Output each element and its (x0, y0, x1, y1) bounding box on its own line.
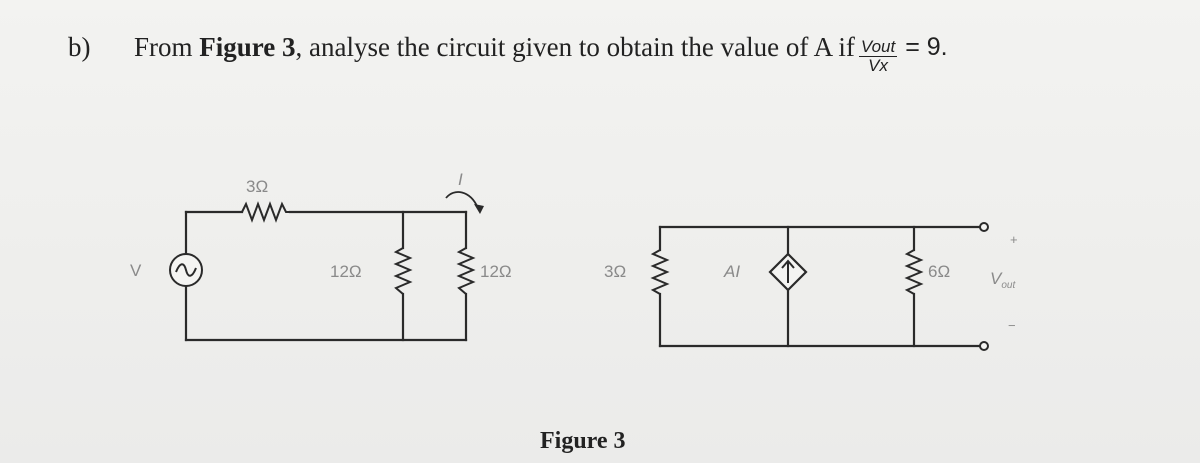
r1-label: 3Ω (246, 177, 269, 196)
r2-label: 12Ω (330, 262, 362, 281)
question-label: b) (68, 31, 91, 62)
r3-label: 12Ω (480, 262, 512, 281)
vout-label: $V_{out}$ (990, 269, 1016, 291)
plus-sign: + (1010, 232, 1018, 247)
resistor-r1 (242, 204, 290, 220)
resistor-r2 (396, 248, 410, 294)
figure-reference: Figure 3 (199, 31, 296, 62)
r4-label: 3Ω (604, 262, 627, 281)
r5-label: 6Ω (928, 262, 951, 281)
source-label: V (130, 261, 142, 280)
equals-value: = 9. (905, 32, 948, 61)
fraction-numerator: Vout (860, 37, 896, 56)
ac-source-icon (170, 254, 202, 286)
question-text: From Figure 3, analyse the circuit given to obtain the value of A if (134, 31, 855, 62)
fraction-denominator: Vx (868, 56, 888, 75)
minus-sign: − (1008, 318, 1016, 333)
dependent-current-source-icon (770, 254, 806, 290)
figure-caption: Figure 3 (540, 428, 626, 454)
current-ix-arrow-icon (446, 192, 478, 208)
resistor-r5 (907, 250, 921, 294)
dep-source-label: AI (724, 262, 741, 281)
ix-label: I (458, 170, 463, 189)
terminal-minus-icon (980, 342, 988, 350)
resistor-r4 (653, 250, 667, 294)
terminal-plus-icon (980, 223, 988, 231)
resistor-r3 (459, 248, 473, 294)
